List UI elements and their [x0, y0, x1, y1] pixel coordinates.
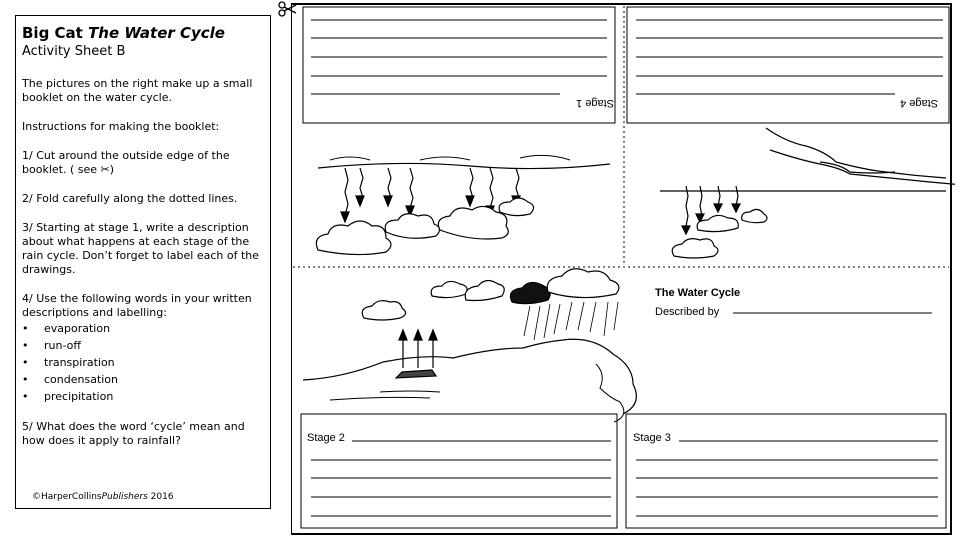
- word-item: • condensation: [22, 371, 264, 388]
- sheet-subtitle: Activity Sheet B: [22, 44, 126, 59]
- step-5: 5/ What does the word ‘cycle’ mean and how does it apply to rainfall?: [22, 420, 245, 447]
- step-3: 3/ Starting at stage 1, write a description about what happens at each stage of the rain cycle. Don’t forget to label each of the drawings.: [22, 221, 259, 276]
- stage-2-lines: [311, 441, 611, 516]
- word-item: • precipitation: [22, 388, 264, 405]
- copyright: ©HarperCollinsPublishers 2016: [32, 492, 174, 502]
- stage-4-lines: [636, 20, 943, 94]
- word-list: [22, 320, 264, 405]
- stage-1-lines: [311, 20, 607, 94]
- step-1: 1/ Cut around the outside edge of the booklet. ( see ✂): [22, 149, 230, 176]
- stage-2-box: [301, 414, 617, 528]
- word-item: • transpiration: [22, 354, 264, 371]
- stage-3-lines: [636, 441, 938, 516]
- stage-3-box: [626, 414, 946, 528]
- rain-streaks: [524, 302, 618, 340]
- stage-3-label: Stage 3: [633, 432, 671, 444]
- stage-1-label: Stage 1: [576, 97, 614, 109]
- cover-title: The Water Cycle: [655, 287, 741, 299]
- instructions-panel: [15, 15, 271, 509]
- instructions-heading: Instructions for making the booklet:: [22, 120, 220, 133]
- stage-1-box: [303, 7, 615, 123]
- described-by-label: Described by: [655, 306, 720, 318]
- step-2: 2/ Fold carefully along the dotted lines.: [22, 192, 238, 205]
- word-item: • run-off: [22, 337, 264, 354]
- booklet-sheet: [291, 0, 955, 540]
- stage-4-label: Stage 4: [900, 97, 938, 109]
- coast-clouds-picture: [660, 128, 955, 258]
- water-cycle-picture: [303, 269, 636, 422]
- sheet-title: Big Cat The Water Cycle: [22, 24, 225, 42]
- booklet-border: [291, 4, 951, 534]
- step-4: 4/ Use the following words in your written descriptions and labelling:: [22, 292, 252, 319]
- scissors-icon: ✂: [100, 163, 110, 176]
- stage-2-label: Stage 2: [307, 432, 345, 444]
- intro-text: The pictures on the right make up a small booklet on the water cycle.: [22, 77, 253, 104]
- word-item: • evaporation: [22, 320, 264, 337]
- rain-clouds-picture: [316, 155, 610, 254]
